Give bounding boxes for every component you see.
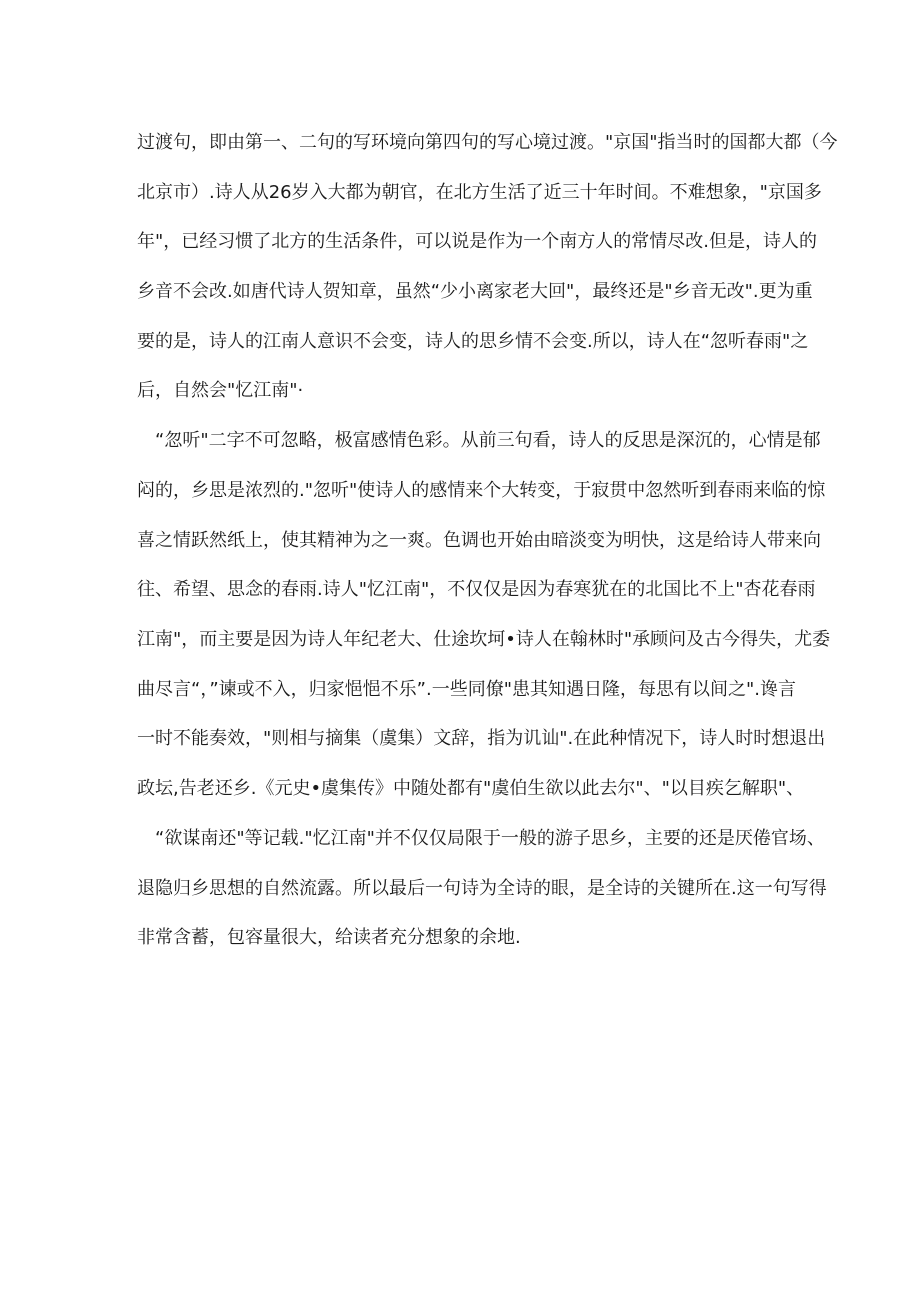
text-line: 政坛,告老还乡.《元史•虞集传》中随处都有"虞伯生欲以此去尔"、"以目疾乞解职"、 [137,778,805,799]
text-line: 非常含蓄，包容量很大，给读者充分想象的余地. [137,927,521,948]
text-line: 要的是，诗人的江南人意识不会变，诗人的思乡情不会变.所以，诗人在“忽听春雨"之 [137,331,809,352]
text-line: 江南"，而主要是因为诗人年纪老大、仕途坎坷•诗人在翰林时"承顾问及古今得失，尤委 [137,629,831,650]
text-line: 北京市）.诗人从26岁入大都为朝官，在北方生活了近三十年时间。不难想象，"京国多 [137,182,822,203]
text-line: 曲尽言“，”谏或不入，归家悒悒不乐”.一些同僚"患其知遇日隆，每思有以间之".谗言 [137,679,796,700]
paragraph-first-line: “欲谋南还"等记载."忆江南"并不仅仅局限于一般的游子思乡，主要的还是厌倦官场、 [155,828,825,849]
paragraph-first-line: “忽听"二字不可忽略，极富感情色彩。从前三句看，诗人的反思是深沉的，心情是郁 [155,430,821,451]
text-line: 一时不能奏效，"则相与摘集（虞集）文辞，指为讥讪".在此种情况下，诗人时时想退出 [137,728,826,749]
text-line: 后，自然会"忆江南"· [137,380,304,401]
text-line: 喜之情跃然纸上，使其精神为之一爽。色调也开始由暗淡变为明快，这是给诗人带来向 [137,530,821,551]
text-line: 乡音不会改.如唐代诗人贺知章，虽然“少小离家老大回"，最终还是"乡音无改".更为重 [137,281,813,302]
text-line: 闷的，乡思是浓烈的."忽听"使诗人的感情来个大转变，于寂贯中忽然听到春雨来临的惊 [137,480,826,501]
text-line: 退隐归乡思想的自然流露。所以最后一句诗为全诗的眼，是全诗的关键所在.这一句写得 [137,878,827,899]
text-line: 往、希望、思念的春雨.诗人"忆江南"，不仅仅是因为春寒犹在的北国比不上"杏花春雨 [137,579,816,600]
text-line: 年"，已经习惯了北方的生活条件，可以说是作为一个南方人的常情尽改.但是，诗人的 [137,231,817,252]
text-line: 过渡句，即由第一、二句的写环境向第四句的写心境过渡。"京国"指当时的国都大都（今 [137,132,838,153]
